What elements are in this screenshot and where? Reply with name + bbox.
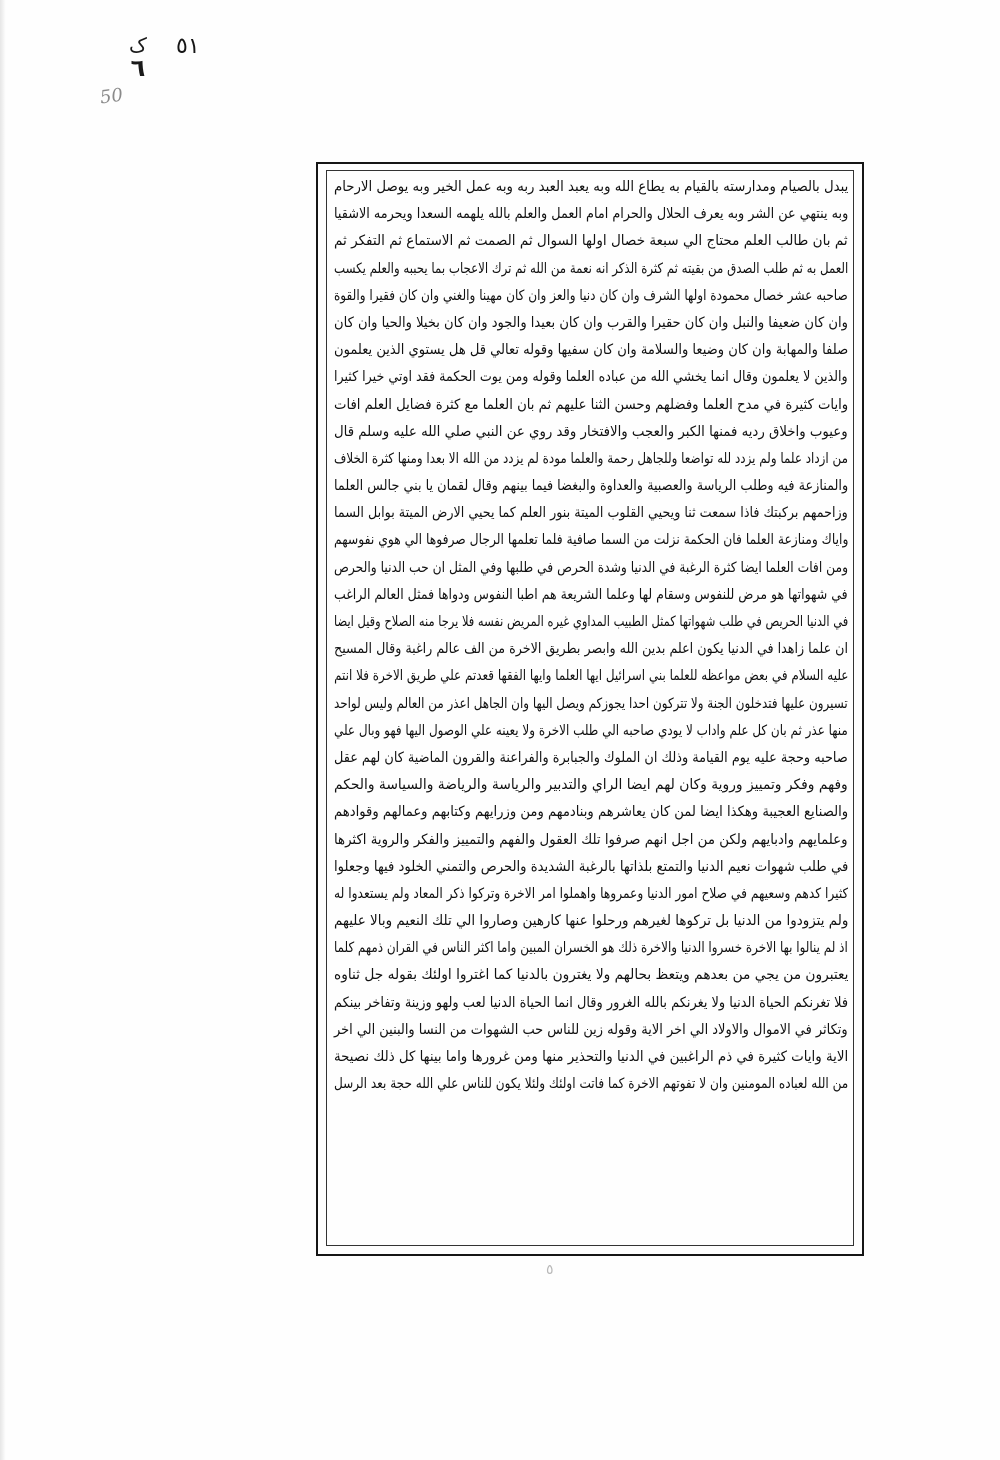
text-line: والمنازعة فيه وطلب الرياسة والعصبية والعداوة والبغضا فيما بينهم وقال لقمان يا بني جالس العلما xyxy=(333,478,848,495)
text-line: من الله لعباده المومنين وان لا تفوتهم الاخرة كما فاتت اولئك ولئلا يكون للناس علي الله حجة بعد الرسل xyxy=(333,1076,848,1093)
text-line: منها عذر ثم بان كل علم واداب لا يودي صاحبه الي طلب الاخرة ولا يعينه علي الوصول اليها فهو وبال علي xyxy=(334,722,848,739)
text-line: صاحبه عشر خصال محمودة اولها الشرف وان كان دنيا والعز وان كان مهينا والغني وان كان فقيرا والقوة xyxy=(334,287,848,304)
text-line: كثيرا كدهم وسعيهم في صلاح امور الدنيا وعمروها واهملوا امر الاخرة وتركوا ذكر المعاد ولم يستعدوا له xyxy=(333,885,848,902)
text-line: والصنايع العجيبة وهكذا ايضا لمن كان يعاشرهم وبنادمهم ومن وزرايهم وكتابهم وعمالهم وقوادهم xyxy=(333,804,848,821)
text-line: ومن افات العلما ايضا كثرة الرغبة في الدنيا وشدة الحرص في طلبها وفي المثل ان حب الدنيا والحرص xyxy=(333,559,848,576)
marginal-annotation-number: ٦ xyxy=(130,54,146,82)
page-edge-shadow xyxy=(0,0,6,1460)
text-line: وزاحمهم بركبتك فاذا سمعت ثنا ويحيي القلوب الميتة بنور العلم كما يحيي الارض الميتة بوابل السما xyxy=(334,505,848,522)
text-line: وفهم وفكر وتمييز وروية وكان لهم ايضا الراي والتدبير والرياسة والرياضة والسياسة والحكم xyxy=(334,777,848,794)
marginal-annotation-top: ک xyxy=(129,33,147,57)
folio-number: ٥١ xyxy=(176,34,200,59)
text-line: يبدل بالصيام ومدارسته بالقيام به يطاع الله وبه يعبد العبد ربه وبه عمل الخير وبه يوصل الارحام xyxy=(333,179,848,195)
text-line: العمل به ثم طلب الصدق من بقيته ثم كثرة الذكر انه نعمة من الله ثم ترك الاعجاب بما يحببه والعلم يكسب xyxy=(333,260,848,277)
text-line: وتكاثر في الاموال والاولاد الي اخر الاية وقوله زين للناس حب الشهوات من النسا والبنين الي اخر xyxy=(334,1021,848,1038)
text-line: اذ لم ينالوا بها الاخرة خسروا الدنيا والاخرة ذلك هو الخسران المبين واما اكثر الناس في القران ذمهم كلما xyxy=(334,940,848,957)
text-line: تسيرون عليها فتدخلون الجنة ولا تتركون احدا يجوزكم ويصل اليها وان الجاهل اعذر من العالم وليس لواحد xyxy=(334,695,848,712)
text-line: وعلمايهم وادبايهم ولكن من اجل انهم صرفوا تلك العقول والفهم والتمييز والفكر والروية اكثرها xyxy=(334,831,848,848)
text-line: صاحبه وحجة عليه يوم القيامة وذلك ان الملوك والجبابرة والفراعنة والقرون الماضية كان لهم عقل xyxy=(334,749,848,766)
text-line: وبه ينتهي عن الشر وبه يعرف الحلال والحرام امام العمل والعلم بالله يلهمه السعدا ويحرمه الاشقيا xyxy=(333,206,848,223)
text-line: في طلب شهوات نعيم الدنيا والتمتع بلذاتها بالرغبة الشديدة والحرص والتمني الخلود فيها وجعلوا xyxy=(333,858,848,875)
bottom-faint-mark: ٥ xyxy=(546,1262,554,1278)
text-line: وان كان ضعيفا والنبل وان كان حقيرا والقرب وان كان بعيدا والجود وان كان بخيلا والحيا وان كان xyxy=(334,314,848,331)
text-line: واياك ومنازعة العلما فان الحكمة نزلت من السما صافية فلما تعلمها الرجال صرفوها الي هوي نفوسهم xyxy=(333,532,848,549)
text-line: الاية وايات كثيرة في ذم الراغبين في الدنيا والتحذير منها ومن غرورها واما بينها كل ذلك نصيحة xyxy=(333,1049,848,1065)
text-line: فلا تغرنكم الحياة الدنيا ولا يغرنكم بالله الغرور وقال انما الحياة الدنيا لعب ولهو وزينة وتفاخر بينكم xyxy=(333,994,848,1011)
text-line: يعتبرون من يجي من بعدهم ويتعظ بحالهم ولا يغترون بالدنيا كما اغتروا اولئك بقوله جل ثناوه xyxy=(333,967,848,984)
text-line: ولم يتزودوا من الدنيا بل تركوها لغيرهم ورحلوا عنها كارهين وصاروا الي تلك النعيم وبالا عليهم xyxy=(333,913,848,930)
text-line: عليه السلام في بعض مواعظه للعلما بني اسرائيل ايها العلما وايها الفقها قعدتم علي طريق الاخرة فلا انتم xyxy=(333,668,848,685)
text-line: وايات كثيرة في مدح العلما وفضلهم وحسن الثنا عليهم ثم بان العلما مع كثرة فضايل العلم افات xyxy=(333,396,848,413)
text-line: في شهواتها هو مرض للنفوس وسقام لها وعلما الشريعة هم اطبا النفوس ودواها فمثل العالم الراغب xyxy=(334,586,848,603)
text-line: ان علما زاهدا في الدنيا يكون اعلم بدين الله وابصر بطريق الاخرة من الف عالم راغبة وقال المسيح xyxy=(333,641,848,658)
text-line: في الدنيا الحريص في طلب شهواتها كمثل الطبيب المداوي غيره المريض نفسه فلا يرجا منه الصلاح وقيل ايضا xyxy=(333,614,848,630)
pencil-shelfmark: 50 xyxy=(98,84,125,109)
manuscript-text-block xyxy=(330,174,848,1240)
text-line: ثم بان طالب العلم محتاج الي سبعة خصال اولها السوال ثم الصمت ثم الاستماع ثم التفكر ثم xyxy=(334,233,848,250)
text-line: وعيوب واخلاق رديه فمنها الكبر والعجب والافتخار وقد روي عن النبي صلي الله عليه وسلم قال xyxy=(334,423,848,440)
text-line: صلفا والمهابة وان كان وضيعا والسلامة وان كان سفيها وقوله تعالي قل هل يستوي الذين يعلمون xyxy=(333,342,848,359)
text-line: والذين لا يعلمون وقال انما يخشي الله من عباده العلما وقوله ومن يوت الحكمة فقد اوتي خيرا كثيرا xyxy=(334,369,848,386)
marginal-annotation xyxy=(118,34,158,80)
text-line: من ازداد علما ولم يزدد لله تواضعا وللجاهل رحمة والعلما مودة لم يزدد من الله الا بعدا ومنها كثرة الخلاف xyxy=(334,450,848,467)
